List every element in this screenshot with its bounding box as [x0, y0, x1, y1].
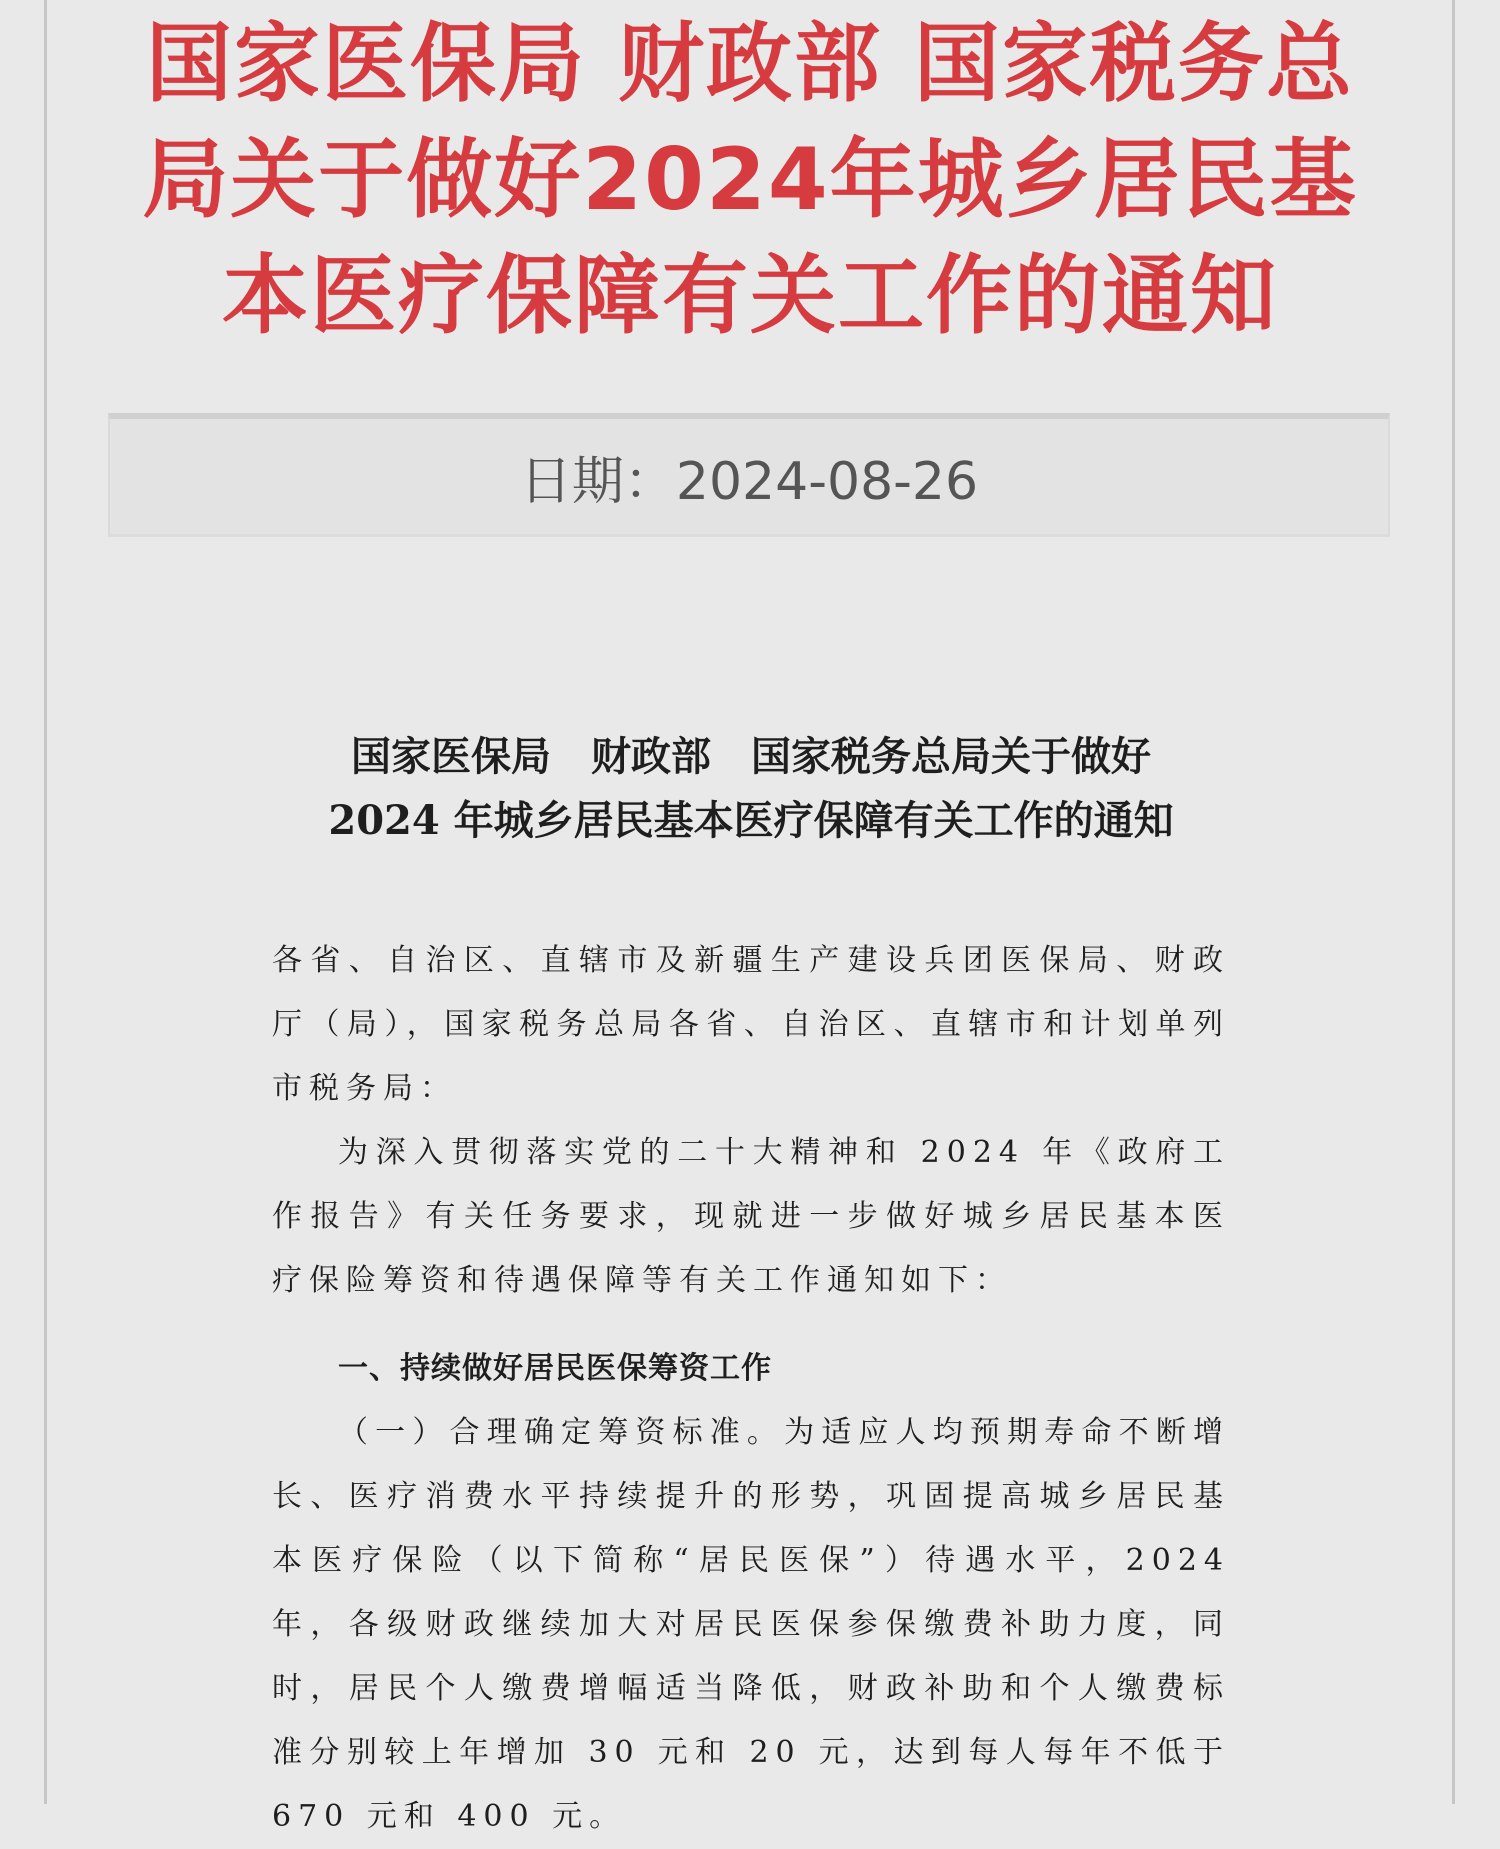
document-title: [272, 725, 1230, 853]
document-title-line-1: 国家医保局 财政部 国家税务总局关于做好: [351, 733, 1151, 780]
headline-title: [60, 6, 1440, 354]
section-1-heading: 一、持续做好居民医保筹资工作: [338, 1351, 772, 1386]
headline-line-2: 局关于做好2024年城乡居民基: [142, 130, 1358, 230]
page-edge-left: [44, 0, 47, 1804]
headline-line-1: 国家医保局 财政部 国家税务总: [146, 14, 1354, 114]
date-text: 日期：2024-08-26: [519, 452, 979, 512]
page-edge-right: [1452, 0, 1455, 1804]
intro-paragraph: 为深入贯彻落实党的二十大精神和 2024 年《政府工作报告》有关任务要求，现就进一步做好城乡居民基本医疗保险筹资和待遇保障等有关工作通知如下：: [272, 1135, 1230, 1298]
headline-line-3: 本医疗保障有关工作的通知: [222, 246, 1278, 346]
document-title-line-2: 2024 年城乡居民基本医疗保障有关工作的通知: [328, 797, 1174, 844]
addressee-paragraph: 各省、自治区、直辖市及新疆生产建设兵团医保局、财政厅（局），国家税务总局各省、自治区、直辖市和计划单列市税务局：: [272, 943, 1230, 1106]
date-bar: [108, 413, 1390, 537]
document-body: [272, 725, 1230, 1849]
section-1-item-1-paragraph: （一）合理确定筹资标准。为适应人均预期寿命不断增长、医疗消费水平持续提升的形势，巩固提高城乡居民基本医疗保险（以下简称“居民医保”）待遇水平，2024 年，各级财政继续加大对居民医保参保缴费补助力度，同时，居民个人缴费增幅适当降低，财政补助和个人缴费标准分别较上年增加 30 元和 20 元，达到每人每年不低于 670 元和 400 元。: [272, 1415, 1230, 1834]
